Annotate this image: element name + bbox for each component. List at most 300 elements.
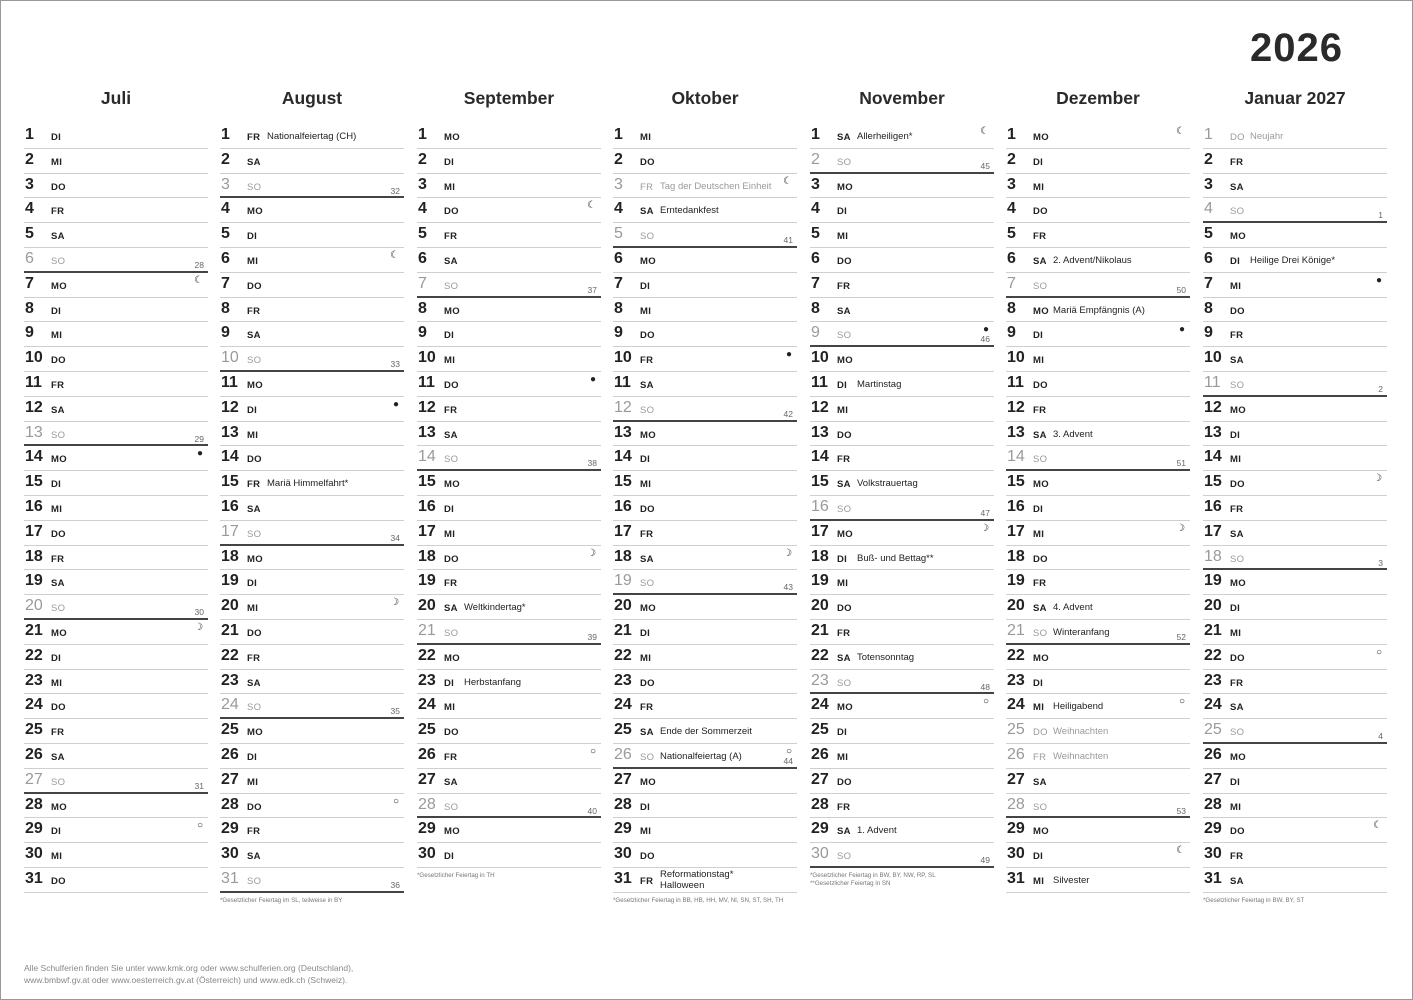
- weekday-label: FR: [1033, 578, 1047, 590]
- weekday-label: FR: [837, 627, 851, 639]
- weekday-label: DO: [640, 156, 655, 168]
- day-number: 12: [614, 398, 632, 416]
- weekday-label: MO: [247, 379, 263, 391]
- weekday-label: MO: [247, 553, 263, 565]
- weekday-label: SO: [51, 429, 66, 441]
- day-number: 22: [811, 646, 829, 664]
- day-row: [1006, 595, 1190, 620]
- day-number: 27: [1204, 770, 1222, 788]
- day-row: [1006, 546, 1190, 571]
- day-number: 18: [1007, 547, 1025, 565]
- weekday-label: MO: [444, 132, 460, 143]
- holiday-label: Mariä Himmelfahrt*: [267, 478, 349, 490]
- day-row: [810, 397, 994, 422]
- day-number: 4: [418, 200, 427, 218]
- weekday-label: SA: [444, 603, 458, 615]
- day-number: 20: [614, 597, 632, 615]
- day-row: [810, 149, 994, 174]
- day-row: [417, 843, 601, 868]
- moon-phase-icon: ☽: [1373, 473, 1382, 485]
- day-row: [24, 174, 208, 199]
- day-row: [24, 620, 208, 645]
- weekday-label: MI: [640, 479, 652, 491]
- day-number: 1: [221, 126, 230, 143]
- weekday-label: MO: [1033, 826, 1049, 838]
- day-row: [1006, 347, 1190, 372]
- day-row: [24, 322, 208, 347]
- day-number: 17: [614, 522, 632, 540]
- day-number: 17: [811, 522, 829, 540]
- weekday-label: SO: [1033, 454, 1048, 466]
- day-row: [24, 149, 208, 174]
- day-row: [613, 719, 797, 744]
- day-number: 3: [418, 175, 427, 193]
- day-number: 8: [811, 299, 820, 317]
- day-number: 11: [221, 373, 238, 391]
- calendar-week-number: 32: [390, 185, 400, 196]
- day-row: [220, 670, 404, 695]
- day-number: 12: [1204, 398, 1222, 416]
- month-column: [220, 86, 404, 905]
- weekday-label: MI: [837, 578, 849, 590]
- moon-phase-icon: ☽: [783, 547, 792, 559]
- day-row: [220, 818, 404, 843]
- weekday-label: SO: [640, 231, 655, 243]
- day-number: 2: [1007, 150, 1016, 168]
- day-number: 19: [1007, 572, 1025, 590]
- weekday-label: SA: [837, 132, 851, 143]
- day-number: 26: [1204, 745, 1222, 763]
- day-number: 30: [25, 845, 43, 863]
- day-row: [613, 124, 797, 149]
- month-column: [613, 86, 797, 905]
- weekday-label: DI: [247, 751, 258, 763]
- day-number: 17: [25, 522, 43, 540]
- day-row: [613, 620, 797, 645]
- weekday-label: MO: [51, 627, 67, 639]
- day-row: [810, 794, 994, 819]
- weekday-label: SA: [51, 751, 65, 763]
- day-row: [1203, 595, 1387, 620]
- day-row: [24, 471, 208, 496]
- day-row: [24, 769, 208, 794]
- weekday-label: SA: [1230, 875, 1244, 887]
- weekday-label: SO: [444, 627, 459, 639]
- day-number: 26: [25, 745, 43, 763]
- day-number: 6: [614, 249, 623, 267]
- weekday-label: MI: [444, 355, 456, 367]
- month-title: Oktober: [671, 88, 739, 108]
- weekday-label: MI: [444, 702, 456, 714]
- holiday-label: 1. Advent: [857, 825, 897, 837]
- weekday-label: DI: [247, 231, 258, 243]
- weekday-label: DI: [51, 305, 62, 317]
- day-number: 31: [1204, 869, 1222, 887]
- day-row: [1203, 347, 1387, 372]
- weekday-label: SA: [1033, 776, 1047, 788]
- day-row: [1203, 670, 1387, 695]
- day-number: 5: [1007, 225, 1016, 243]
- weekday-label: MI: [640, 305, 652, 317]
- day-number: 16: [418, 497, 436, 515]
- day-row: [417, 273, 601, 298]
- day-number: 21: [614, 621, 632, 639]
- weekday-label: MI: [247, 429, 259, 441]
- weekday-label: MI: [1033, 528, 1045, 540]
- weekday-label: MO: [640, 255, 656, 267]
- moon-phase-icon: ☾: [1176, 845, 1185, 857]
- day-number: 22: [614, 646, 632, 664]
- day-number: 13: [25, 423, 43, 441]
- weekday-label: SA: [247, 330, 261, 342]
- day-row: [613, 769, 797, 794]
- holiday-label: Weihnachten: [1053, 750, 1109, 762]
- weekday-label: DO: [1230, 132, 1245, 143]
- weekday-label: DO: [444, 727, 459, 739]
- weekday-label: SO: [444, 454, 459, 466]
- day-number: 14: [418, 448, 436, 466]
- weekday-label: MO: [837, 528, 853, 540]
- day-number: 14: [221, 448, 239, 466]
- day-number: 18: [221, 547, 239, 565]
- moon-phase-icon: ☾: [194, 274, 203, 286]
- weekday-label: MO: [837, 702, 853, 714]
- weekday-label: MO: [1033, 652, 1049, 664]
- moon-phase-icon: ●: [1178, 324, 1185, 336]
- day-row: [613, 521, 797, 546]
- day-number: 28: [614, 795, 632, 813]
- day-number: 8: [418, 299, 427, 317]
- day-number: 1: [418, 126, 427, 143]
- day-number: 9: [1007, 324, 1016, 342]
- day-number: 12: [25, 398, 43, 416]
- day-row: [1203, 471, 1387, 496]
- day-row: [613, 471, 797, 496]
- holiday-label: Heiligabend: [1053, 701, 1104, 713]
- weekday-label: MI: [640, 132, 652, 143]
- day-number: 30: [811, 845, 829, 863]
- day-row: [220, 868, 404, 893]
- day-number: 25: [1007, 721, 1025, 739]
- weekday-label: SO: [247, 528, 262, 540]
- weekday-label: FR: [247, 652, 261, 664]
- day-row: [810, 322, 994, 347]
- day-number: 23: [1007, 671, 1025, 689]
- day-row: [220, 645, 404, 670]
- day-number: 14: [811, 448, 829, 466]
- footer-line-1: Alle Schulferien finden Sie unter www.kmk.org oder www.schulferien.org (Deutschland),: [24, 963, 354, 973]
- day-row: [810, 670, 994, 695]
- day-row: [1006, 248, 1190, 273]
- weekday-label: FR: [247, 479, 261, 491]
- day-number: 7: [1204, 274, 1213, 292]
- weekday-label: SA: [444, 776, 458, 788]
- day-row: [1006, 645, 1190, 670]
- holiday-label: Reformationstag* Halloween: [660, 868, 734, 891]
- day-number: 28: [25, 795, 43, 813]
- day-row: [220, 471, 404, 496]
- day-row: [220, 174, 404, 199]
- day-number: 24: [418, 696, 436, 714]
- weekday-label: DO: [51, 875, 66, 887]
- calendar-week-number: 29: [194, 433, 204, 444]
- day-row: [220, 521, 404, 546]
- day-row: [1006, 298, 1190, 323]
- holiday-label: Weltkindertag*: [464, 602, 526, 614]
- day-row: [220, 223, 404, 248]
- calendar-week-number: 43: [783, 582, 793, 593]
- moon-phase-icon: ●: [392, 398, 399, 410]
- weekday-label: SO: [444, 801, 459, 813]
- weekday-label: SA: [247, 156, 261, 168]
- calendar-week-number: 37: [587, 284, 597, 295]
- day-number: 29: [418, 820, 436, 838]
- weekday-label: DI: [51, 652, 62, 664]
- weekday-label: FR: [247, 132, 261, 143]
- day-row: [24, 223, 208, 248]
- weekday-label: DO: [640, 851, 655, 863]
- day-number: 15: [221, 473, 239, 491]
- weekday-label: SO: [837, 851, 852, 863]
- day-number: 7: [811, 274, 820, 292]
- footnote: *Gesetzlicher Feiertag im SL, teilweise in BY: [220, 896, 343, 904]
- calendar-week-number: 4: [1378, 731, 1383, 742]
- month-column: [24, 86, 208, 893]
- weekday-label: DI: [1033, 156, 1044, 168]
- day-number: 27: [1007, 770, 1025, 788]
- day-number: 15: [25, 473, 43, 491]
- day-number: 5: [221, 225, 230, 243]
- day-row: [1203, 868, 1387, 893]
- day-row: [810, 347, 994, 372]
- weekday-label: DO: [1230, 479, 1245, 491]
- day-row: [613, 397, 797, 422]
- day-row: [24, 670, 208, 695]
- day-row: [613, 174, 797, 199]
- calendar-week-number: 53: [1176, 805, 1186, 816]
- weekday-label: MO: [51, 454, 67, 466]
- day-number: 20: [1007, 597, 1025, 615]
- day-row: [613, 570, 797, 595]
- weekday-label: SO: [444, 280, 459, 292]
- day-number: 4: [1204, 200, 1213, 218]
- day-number: 10: [614, 349, 632, 367]
- day-number: 23: [221, 671, 239, 689]
- weekday-label: DO: [247, 280, 262, 292]
- weekday-label: MO: [444, 652, 460, 664]
- day-number: 20: [1204, 597, 1222, 615]
- day-row: [1203, 422, 1387, 447]
- day-row: [1006, 372, 1190, 397]
- weekday-label: SO: [247, 702, 262, 714]
- moon-phase-icon: ●: [982, 324, 989, 336]
- day-number: 19: [221, 572, 239, 590]
- day-row: [24, 198, 208, 223]
- day-number: 30: [1204, 845, 1222, 863]
- weekday-label: MO: [247, 206, 263, 218]
- weekday-label: DO: [837, 776, 852, 788]
- weekday-label: DO: [51, 702, 66, 714]
- calendar-week-number: 47: [980, 507, 990, 518]
- day-row: [1006, 322, 1190, 347]
- day-row: [24, 347, 208, 372]
- day-number: 3: [811, 175, 820, 193]
- day-number: 8: [221, 299, 230, 317]
- day-row: [810, 248, 994, 273]
- day-row: [1203, 198, 1387, 223]
- weekday-label: FR: [444, 231, 458, 243]
- day-row: [417, 694, 601, 719]
- day-number: 20: [221, 597, 239, 615]
- weekday-label: SA: [1033, 255, 1047, 267]
- day-number: 28: [418, 795, 436, 813]
- day-row: [1203, 620, 1387, 645]
- calendar-week-number: 35: [390, 706, 400, 717]
- day-row: [417, 397, 601, 422]
- day-number: 7: [418, 274, 427, 292]
- day-row: [417, 670, 601, 695]
- weekday-label: MO: [247, 727, 263, 739]
- weekday-label: SA: [640, 553, 654, 565]
- day-row: [417, 620, 601, 645]
- day-row: [220, 570, 404, 595]
- day-number: 10: [25, 349, 43, 367]
- day-row: [1006, 868, 1190, 893]
- day-number: 29: [25, 820, 43, 838]
- weekday-label: SO: [1033, 801, 1048, 813]
- day-row: [810, 446, 994, 471]
- day-number: 9: [811, 324, 820, 342]
- day-number: 24: [1204, 696, 1222, 714]
- day-number: 3: [1204, 175, 1213, 193]
- moon-phase-icon: ☾: [1373, 820, 1382, 832]
- holiday-label: Neujahr: [1250, 131, 1284, 142]
- weekday-label: FR: [640, 702, 654, 714]
- weekday-label: DI: [444, 156, 455, 168]
- day-row: [613, 248, 797, 273]
- day-row: [810, 570, 994, 595]
- day-number: 8: [25, 299, 34, 317]
- day-number: 16: [25, 497, 43, 515]
- weekday-label: DI: [640, 801, 651, 813]
- day-row: [613, 347, 797, 372]
- moon-phase-icon: ☾: [783, 175, 792, 187]
- day-row: [417, 570, 601, 595]
- weekday-label: DI: [247, 578, 258, 590]
- calendar-week-number: 33: [390, 359, 400, 370]
- day-row: [613, 546, 797, 571]
- day-row: [613, 843, 797, 868]
- day-number: 14: [614, 448, 632, 466]
- day-row: [1006, 198, 1190, 223]
- weekday-label: DI: [51, 132, 62, 143]
- weekday-label: SA: [1230, 355, 1244, 367]
- weekday-label: MO: [1230, 751, 1246, 763]
- day-row: [1006, 769, 1190, 794]
- day-number: 26: [614, 745, 632, 763]
- day-row: [1203, 248, 1387, 273]
- day-number: 12: [1007, 398, 1025, 416]
- weekday-label: DI: [1230, 429, 1241, 441]
- weekday-label: MI: [247, 603, 259, 615]
- month-title: November: [859, 88, 945, 108]
- calendar-week-number: 38: [587, 458, 597, 469]
- day-row: [613, 422, 797, 447]
- calendar-week-number: 36: [390, 879, 400, 890]
- day-row: [417, 595, 601, 620]
- day-row: [810, 818, 994, 843]
- weekday-label: FR: [640, 181, 654, 193]
- day-number: 10: [811, 349, 829, 367]
- day-row: [417, 744, 601, 769]
- day-number: 16: [221, 497, 239, 515]
- calendar-week-number: 28: [194, 259, 204, 270]
- weekday-label: MI: [837, 231, 849, 243]
- day-number: 21: [1204, 621, 1222, 639]
- day-number: 29: [1007, 820, 1025, 838]
- day-row: [1006, 446, 1190, 471]
- footnote: *Gesetzlicher Feiertag in TH: [417, 871, 495, 879]
- day-number: 7: [1007, 274, 1016, 292]
- holiday-label: Weihnachten: [1053, 726, 1109, 738]
- day-number: 29: [811, 820, 829, 838]
- day-row: [24, 868, 208, 893]
- day-row: [220, 794, 404, 819]
- day-number: 17: [1204, 522, 1222, 540]
- day-number: 5: [614, 225, 623, 243]
- calendar-week-number: 42: [783, 408, 793, 419]
- day-number: 27: [418, 770, 436, 788]
- weekday-label: SA: [640, 206, 654, 218]
- weekday-label: MI: [51, 156, 63, 168]
- day-row: [1203, 124, 1387, 149]
- day-row: [220, 496, 404, 521]
- day-row: [810, 744, 994, 769]
- day-number: 31: [221, 869, 239, 887]
- holiday-label: Ende der Sommerzeit: [660, 726, 752, 738]
- day-number: 13: [418, 423, 436, 441]
- day-row: [24, 570, 208, 595]
- weekday-label: FR: [1230, 851, 1244, 863]
- day-number: 23: [811, 671, 829, 689]
- day-number: 20: [25, 597, 43, 615]
- weekday-label: SO: [837, 677, 852, 689]
- day-number: 27: [614, 770, 632, 788]
- day-number: 9: [1204, 324, 1213, 342]
- weekday-label: MI: [247, 255, 259, 267]
- day-row: [24, 694, 208, 719]
- weekday-label: MO: [444, 826, 460, 838]
- footer-line-2: www.bmbwf.gv.at oder www.oesterreich.gv.at (Österreich) und www.edk.ch (Schweiz).: [24, 975, 348, 985]
- weekday-label: FR: [640, 355, 654, 367]
- weekday-label: MO: [51, 801, 67, 813]
- day-number: 31: [25, 869, 43, 887]
- day-row: [220, 322, 404, 347]
- day-number: 3: [25, 175, 34, 193]
- day-number: 6: [221, 249, 230, 267]
- calendar-week-number: 45: [980, 160, 990, 171]
- weekday-label: MI: [1230, 280, 1242, 292]
- day-row: [613, 670, 797, 695]
- moon-phase-icon: ○: [589, 745, 596, 757]
- weekday-label: FR: [444, 404, 458, 416]
- weekday-label: DO: [51, 528, 66, 540]
- weekday-label: DI: [1033, 330, 1044, 342]
- day-number: 14: [1204, 448, 1222, 466]
- day-number: 5: [811, 225, 820, 243]
- day-row: [220, 719, 404, 744]
- day-number: 8: [614, 299, 623, 317]
